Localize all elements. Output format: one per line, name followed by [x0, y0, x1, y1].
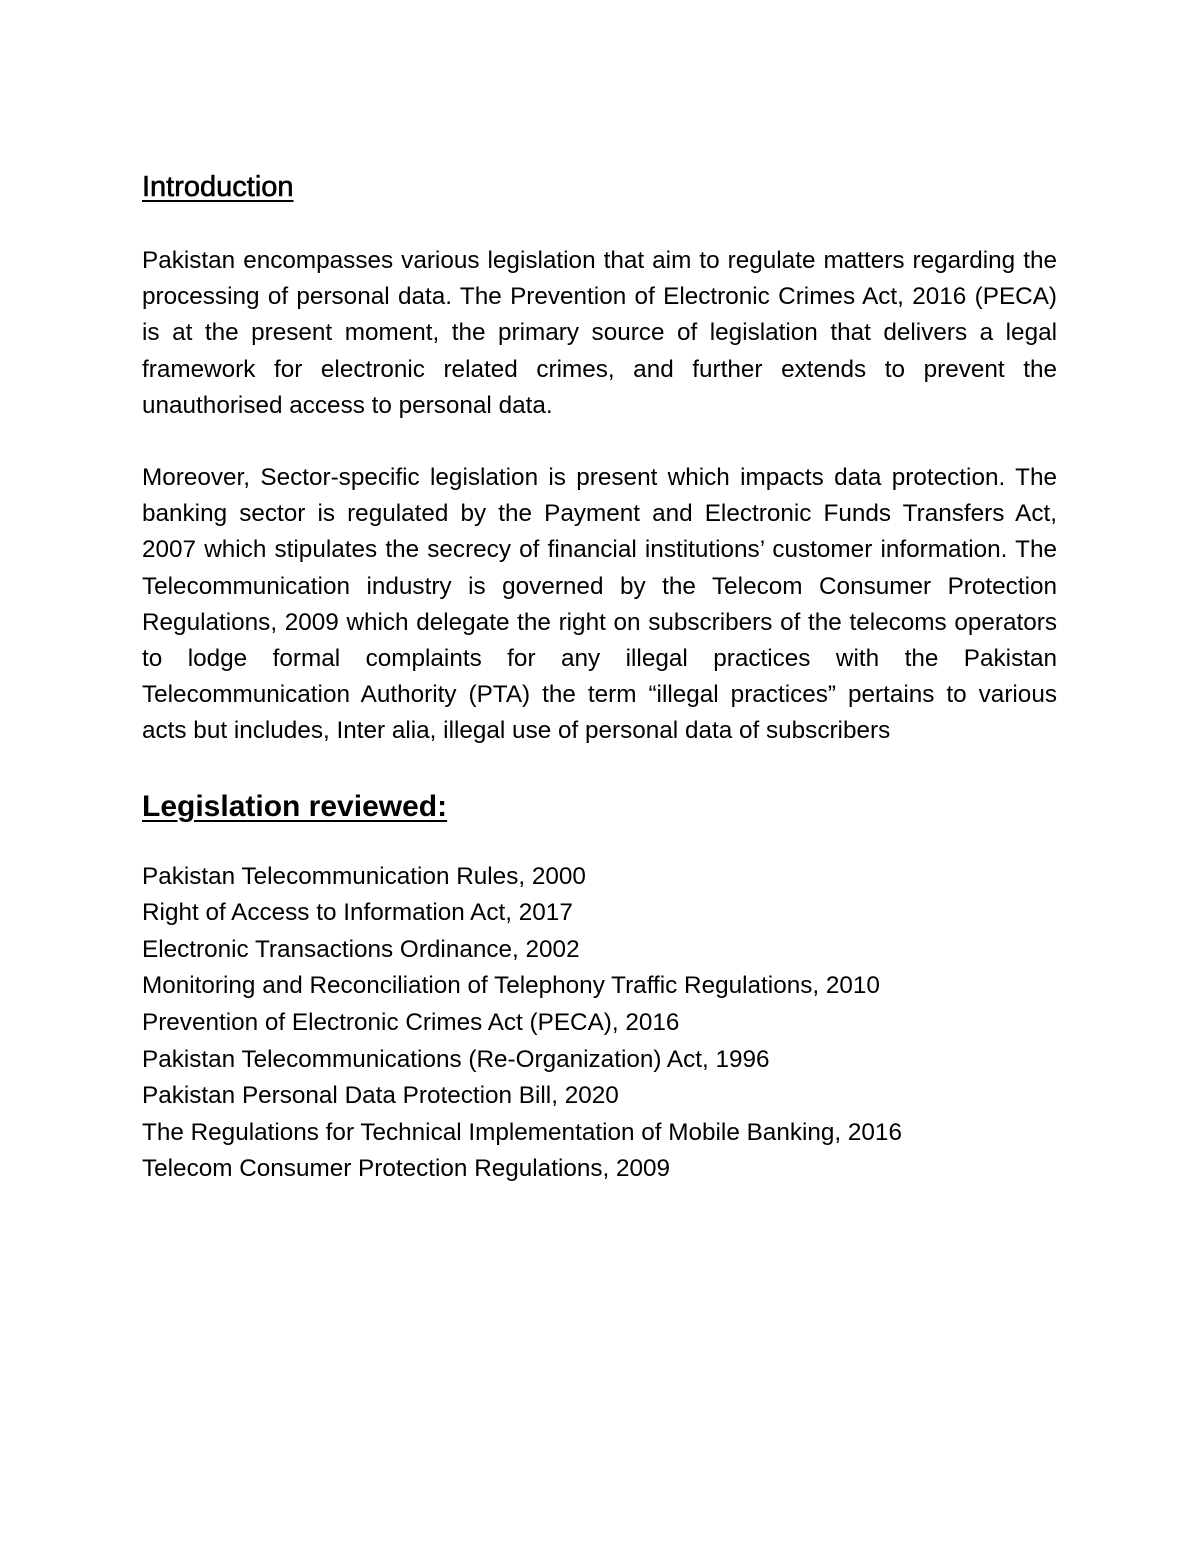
legislation-item: Telecom Consumer Protection Regulations, 2009	[142, 1155, 671, 1183]
legislation-item: Pakistan Personal Data Protection Bill, 2020	[142, 1082, 619, 1110]
introduction-paragraph-1: Pakistan encompasses various legislation that aim to regulate matters regarding the processing of personal data. The Prevention of Electronic Crimes Act, 2016 (PECA) is at the present moment, the primary source of legislation that delivers a legal framework for electronic related crimes, and further extends to prevent the unauthorised access to personal data.	[142, 247, 1057, 419]
legislation-item: Monitoring and Reconciliation of Telephony Traffic Regulations, 2010	[142, 972, 880, 1000]
legislation-item: The Regulations for Technical Implementation of Mobile Banking, 2016	[142, 1118, 902, 1146]
legislation-item: Pakistan Telecommunication Rules, 2000	[142, 862, 586, 890]
introduction-heading: Introduction	[142, 171, 294, 203]
legislation-item: Prevention of Electronic Crimes Act (PECA), 2016	[142, 1009, 680, 1037]
legislation-item: Pakistan Telecommunications (Re-Organization) Act, 1996	[142, 1045, 770, 1073]
introduction-paragraph-2: Moreover, Sector-specific legislation is present which impacts data protection. The banking sector is regulated by the Payment and Electronic Funds Transfers Act, 2007 which stipulates the secrecy of financial institutions’ customer information. The Telecommunication industry is governed by the Telecom Consumer Protection Regulations, 2009 which delegate the right on subscribers of the telecoms operators to lodge formal complaints for any illegal practices with the Pakistan Telecommunication Authority (PTA) the term “illegal practices” pertains to various acts but includes, Inter alia, illegal use of personal data of subscribers	[142, 464, 1057, 745]
legislation-item: Right of Access to Information Act, 2017	[142, 899, 573, 927]
document-body	[142, 168, 1057, 1188]
legislation-item: Electronic Transactions Ordinance, 2002	[142, 935, 580, 963]
legislation-list	[142, 859, 1057, 1188]
legislation-reviewed-heading: Legislation reviewed:	[142, 789, 448, 823]
